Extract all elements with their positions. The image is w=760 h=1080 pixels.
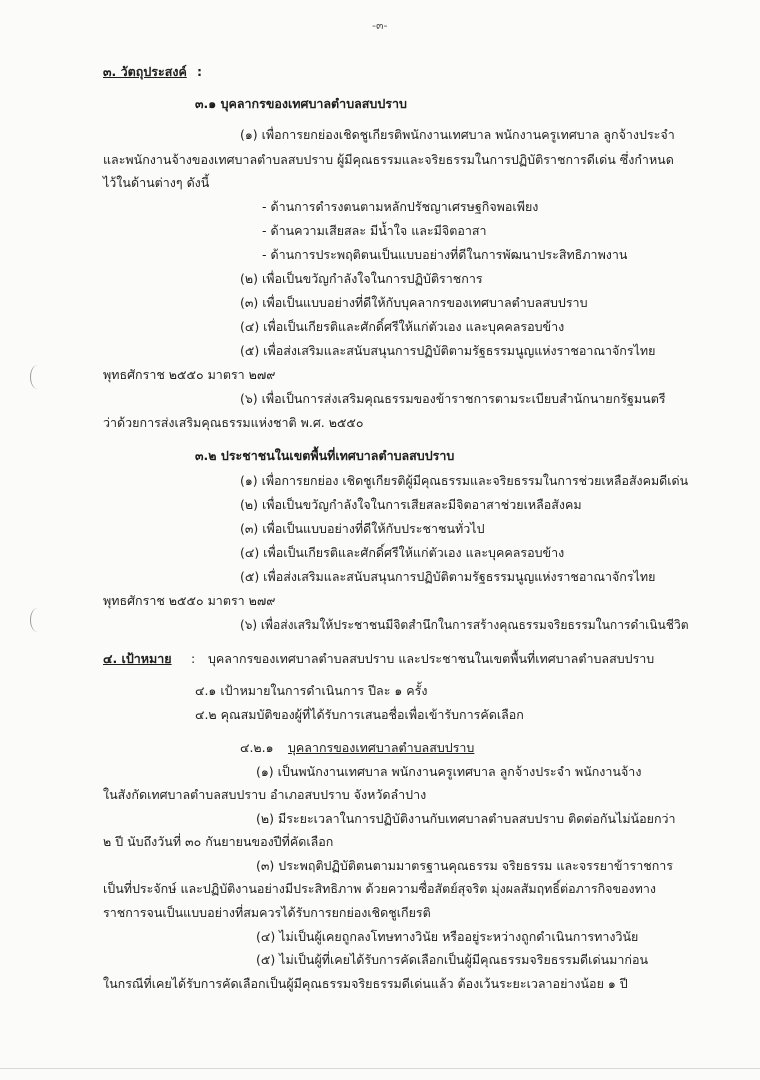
list-item: ๔.๑ เป้าหมายในการดำเนินการ ปีละ ๑ ครั้ง: [195, 683, 428, 698]
heading-colon: :: [191, 651, 196, 666]
paragraph-line: ในสังกัดเทศบาลตำบลสบปราบ อำเภอสบปราบ จังหวัดลำปาง: [103, 787, 427, 802]
bullet-item: - ด้านการประพฤติตนเป็นแบบอย่างที่ดีในการพัฒนาประสิทธิภาพงาน: [262, 247, 628, 262]
list-item: (๕) ไม่เป็นผู้ที่เคยได้รับการคัดเลือกเป็นผู้มีคุณธรรมจริยธรรมดีเด่นมาก่อน: [256, 952, 648, 967]
list-item: (๕) เพื่อส่งเสริมและสนับสนุนการปฏิบัติตามรัฐธรรมนูญแห่งราชอาณาจักรไทย: [240, 569, 656, 584]
paragraph-line: ไว้ในด้านต่างๆ ดังนี้: [103, 175, 210, 190]
paragraph-line: พุทธศักราช ๒๕๕๐ มาตรา ๒๗๙: [103, 593, 276, 608]
bullet-item: - ด้านการดำรงตนตามหลักปรัชญาเศรษฐกิจพอเพียง: [262, 199, 539, 214]
page-number: -๓-: [372, 19, 388, 32]
paragraph-line: ว่าด้วยการส่งเสริมคุณธรรมแห่งชาติ พ.ศ. ๒๕๕๐: [103, 415, 364, 430]
list-item: (๓) ประพฤติปฏิบัติตนตามมาตรฐานคุณธรรม จริยธรรม และจรรยาข้าราชการ: [256, 858, 673, 873]
list-item: (๕) เพื่อส่งเสริมและสนับสนุนการปฏิบัติตามรัฐธรรมนูญแห่งราชอาณาจักรไทย: [240, 343, 656, 358]
punch-hole: [30, 608, 45, 632]
list-item: (๓) เพื่อเป็นแบบอย่างที่ดีให้กับบุคลากรของเทศบาลตำบลสบปราบ: [240, 295, 588, 310]
list-item: (๔) เพื่อเป็นเกียรติและศักดิ์ศรีให้แก่ตัวเอง และบุคคลรอบข้าง: [240, 545, 565, 560]
subsection-heading-citizens: ๓.๒ ประชาชนในเขตพื้นที่เทศบาลตำบลสบปราบ: [195, 448, 455, 463]
list-item: (๒) เพื่อเป็นขวัญกำลังใจในการเสียสละมีจิตอาสาช่วยเหลือสังคม: [240, 497, 582, 512]
list-item: (๒) เพื่อเป็นขวัญกำลังใจในการปฏิบัติราชการ: [240, 271, 483, 286]
list-item: (๔) เพื่อเป็นเกียรติและศักดิ์ศรีให้แก่ตัวเอง และบุคคลรอบข้าง: [240, 319, 565, 334]
list-item: (๒) มีระยะเวลาในการปฏิบัติงานกับเทศบาลตำบลสบปราบ ติดต่อกันไม่น้อยกว่า: [256, 811, 676, 826]
section-heading-objectives: ๓. วัตถุประสงค์: [103, 64, 187, 79]
subsection-heading-personnel-qualifications: บุคลากรของเทศบาลตำบลสบปราบ: [288, 740, 475, 755]
scan-edge: [0, 1068, 760, 1069]
list-item: ๔.๒ คุณสมบัติของผู้ที่ได้รับการเสนอชื่อเพื่อเข้ารับการคัดเลือก: [195, 707, 524, 722]
subsection-heading-personnel: ๓.๑ บุคลากรของเทศบาลตำบลสบปราบ: [195, 96, 407, 111]
paragraph-line: ราชการจนเป็นแบบอย่างที่สมควรได้รับการยกย่องเชิดชูเกียรติ: [103, 905, 431, 920]
list-item: (๑) เป็นพนักงานเทศบาล พนักงานครูเทศบาล ลูกจ้างประจำ พนักงานจ้าง: [256, 764, 642, 779]
paragraph-line: และพนักงานจ้างของเทศบาลตำบลสบปราบ ผู้มีคุณธรรมและจริยธรรมในการปฏิบัติราชการดีเด่น ซึ่งกำหนด: [103, 152, 674, 167]
paragraph-line: (๑) เพื่อการยกย่องเชิดชูเกียรติพนักงานเทศบาล พนักงานครูเทศบาล ลูกจ้างประจำ: [240, 127, 675, 142]
paragraph-line: พุทธศักราช ๒๕๕๐ มาตรา ๒๗๙: [103, 367, 276, 382]
list-item: (๓) เพื่อเป็นแบบอย่างที่ดีให้กับประชาชนทั่วไป: [240, 521, 485, 536]
list-item: (๔) ไม่เป็นผู้เคยถูกลงโทษทางวินัย หรืออยู่ระหว่างถูกดำเนินการทางวินัย: [256, 929, 639, 944]
punch-hole: [30, 365, 45, 389]
list-item: (๑) เพื่อการยกย่อง เชิดชูเกียรติผู้มีคุณธรรมและจริยธรรมในการช่วยเหลือสังคมดีเด่น: [240, 473, 689, 488]
paragraph-line: เป็นที่ประจักษ์ และปฏิบัติงานอย่างมีประสิทธิภาพ ด้วยความซื่อสัตย์สุจริต มุ่งผลสัมฤทธิ์ต่อภารกิจของทาง: [103, 881, 657, 896]
section-heading-target: ๔. เป้าหมาย: [103, 651, 172, 666]
paragraph-line: ในกรณีที่เคยได้รับการคัดเลือกเป็นผู้มีคุณธรรมจริยธรรมดีเด่นแล้ว ต้องเว้นระยะเวลาอย่างน้อย ๑ ปี: [103, 976, 628, 991]
list-item: (๖) เพื่อเป็นการส่งเสริมคุณธรรมของข้าราชการตามระเบียบสำนักนายกรัฐมนตรี: [240, 391, 666, 406]
paragraph-line: บุคลากรของเทศบาลตำบลสบปราบ และประชาชนในเขตพื้นที่เทศบาลตำบลสบปราบ: [208, 651, 655, 666]
heading-colon: :: [197, 64, 202, 79]
list-item: (๖) เพื่อส่งเสริมให้ประชาชนมีจิตสำนึกในการสร้างคุณธรรมจริยธรรมในการดำเนินชีวิต: [240, 617, 689, 632]
subsection-number: ๔.๒.๑: [240, 740, 274, 755]
paragraph-line: ๒ ปี นับถึงวันที่ ๓๐ กันยายนของปีที่คัดเลือก: [103, 834, 334, 849]
bullet-item: - ด้านความเสียสละ มีน้ำใจ และมีจิตอาสา: [262, 223, 487, 238]
